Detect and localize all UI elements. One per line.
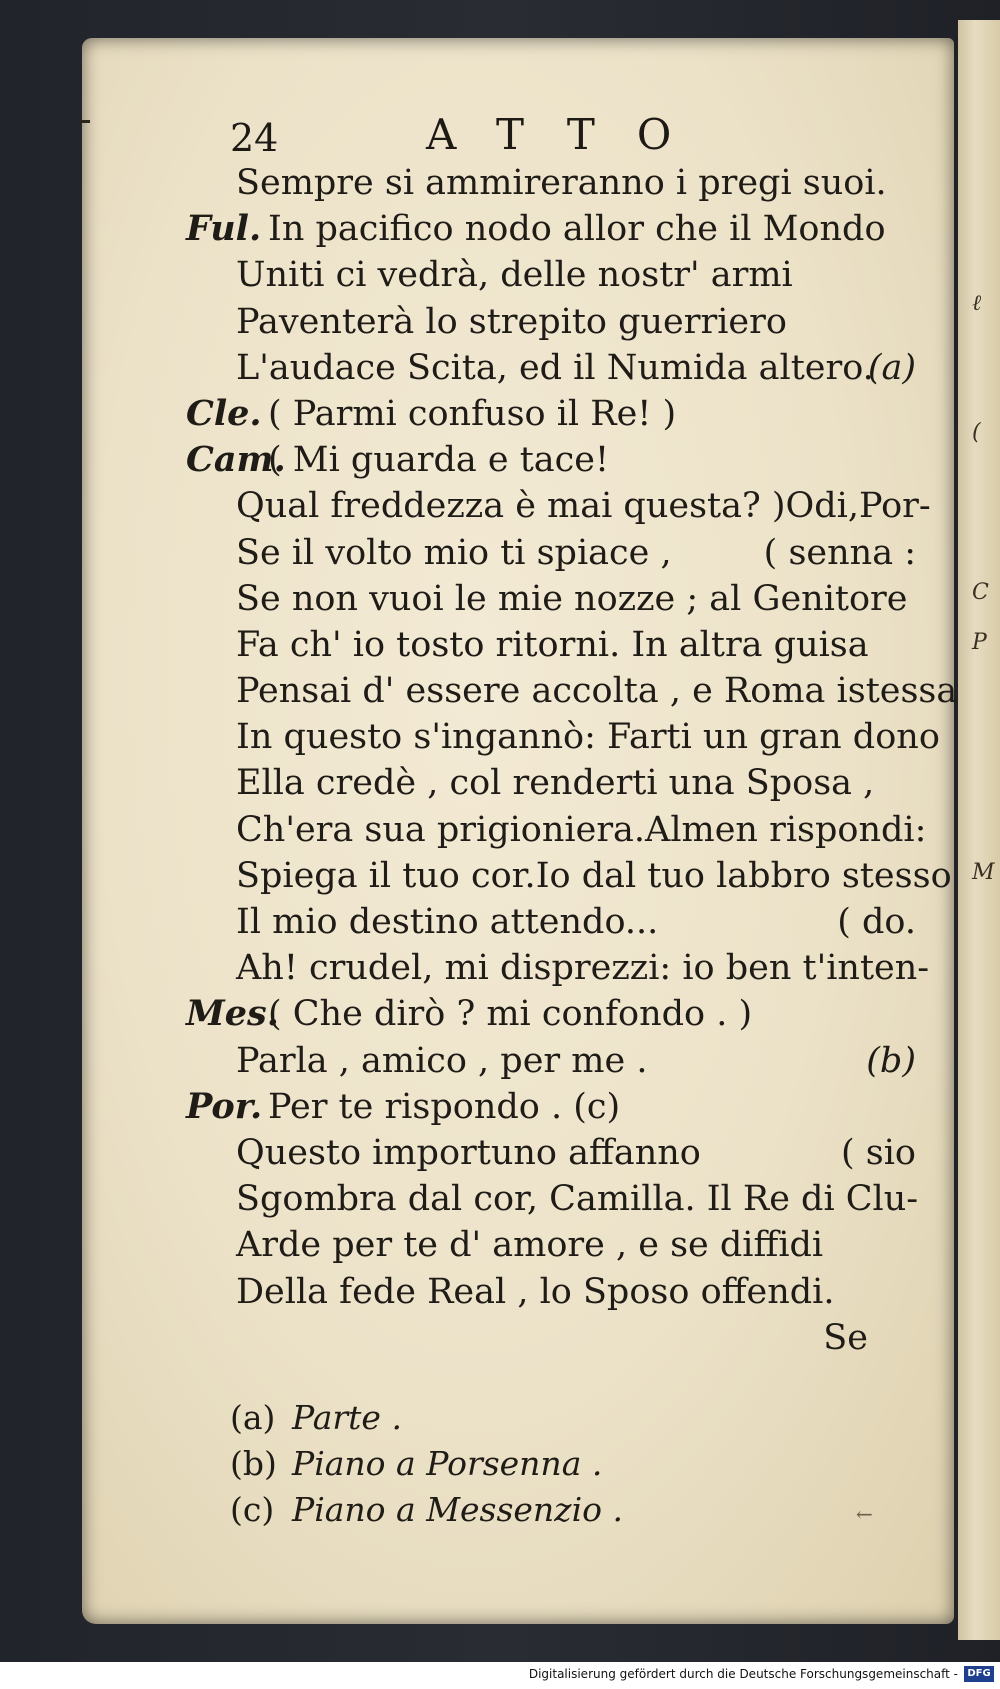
verse-line: ( Parmi confuso il Re! ) xyxy=(268,393,677,434)
text-line xyxy=(178,160,938,206)
stage-direction: (a) xyxy=(867,347,916,388)
footnote xyxy=(226,1395,886,1441)
text-line xyxy=(178,991,938,1037)
stage-direction: ( senna : xyxy=(763,532,916,573)
adjacent-page-edge: ℓ ( C P M xyxy=(958,20,1000,1640)
text-line xyxy=(178,345,938,391)
margin-mark xyxy=(80,120,90,123)
verse-line: Sgombra dal cor, Camilla. Il Re di Clu- xyxy=(236,1179,919,1220)
speaker-label: Cam. xyxy=(186,439,286,481)
text-line xyxy=(178,807,938,853)
verse-line: In questo s'ingannò: Farti un gran dono xyxy=(236,717,940,758)
footnote xyxy=(226,1441,886,1487)
verse-line: Della fede Real , lo Sposo offendi. xyxy=(236,1271,835,1312)
verse-line: Per te rispondo . (c) xyxy=(268,1086,621,1127)
credit-text: Digitalisierung gefördert durch die Deutsche Forschungsgemeinschaft - xyxy=(528,1667,958,1681)
credit-bar xyxy=(0,1662,1000,1689)
stage-direction: ( sio xyxy=(840,1132,916,1173)
verse-line: Fa ch' io tosto ritorni. In altra guisa xyxy=(236,624,869,665)
text-line xyxy=(178,622,938,668)
verse-text xyxy=(178,160,958,1361)
stray-mark: ← xyxy=(856,1502,873,1526)
text-line xyxy=(178,252,938,298)
text-line xyxy=(178,483,938,529)
running-header xyxy=(226,104,926,164)
verse-line: Pensai d' essere accolta , e Roma istessa xyxy=(236,671,958,712)
verse-line: ( Che dirò ? mi confondo . ) xyxy=(268,994,753,1035)
catchword: Se xyxy=(823,1317,868,1358)
stage-direction: ( do. xyxy=(837,902,916,942)
verse-line: Ella credè , col renderti una Sposa , xyxy=(236,763,875,804)
verse-line: Se il volto mio ti spiace , xyxy=(236,532,672,573)
text-line xyxy=(178,299,938,345)
verse-line: L'audace Scita, ed il Numida altero. xyxy=(236,347,874,388)
verse-line: Ch'era sua prigioniera.Almen rispondi: xyxy=(236,809,927,850)
verse-line: ( Mi guarda e tace! xyxy=(268,440,610,481)
verse-line: Qual freddezza è mai questa? )Odi,Por- xyxy=(236,486,931,527)
verse-line: Ah! crudel, mi disprezzi: io ben t'inten- xyxy=(236,948,930,989)
footnote-marker: (c) xyxy=(230,1490,275,1529)
verse-line: Parla , amico , per me . xyxy=(236,1040,648,1081)
text-line xyxy=(178,530,938,576)
text-line xyxy=(178,1038,938,1084)
footnote-marker: (b) xyxy=(230,1444,277,1483)
footnote-marker: (a) xyxy=(230,1398,276,1437)
text-line xyxy=(178,391,938,437)
text-line xyxy=(178,1130,938,1176)
speaker-label: Mes. xyxy=(186,993,279,1035)
text-line xyxy=(178,899,938,945)
speaker-label: Cle. xyxy=(186,392,262,434)
verse-line: Paventerà lo strepito guerriero xyxy=(236,301,787,342)
catchword-line xyxy=(178,1315,938,1361)
speaker-label: Por. xyxy=(186,1085,263,1127)
footnote xyxy=(226,1487,886,1533)
text-line xyxy=(178,1084,938,1130)
footnotes xyxy=(226,1395,886,1533)
verse-line: Il mio destino attendo... xyxy=(236,902,659,942)
text-line xyxy=(178,1222,938,1268)
footnote-text: Piano a Porsenna . xyxy=(292,1444,603,1483)
verse-line: Questo importuno affanno xyxy=(236,1132,701,1173)
page-number: 24 xyxy=(230,116,279,160)
text-line xyxy=(178,576,938,622)
verse-line: Spiega il tuo cor.Io dal tuo labbro stesso xyxy=(236,855,952,896)
header-title: ATTO xyxy=(426,110,714,159)
verse-line: Se non vuoi le mie nozze ; al Genitore xyxy=(236,578,908,619)
text-line xyxy=(178,668,958,714)
verse-line: Uniti ci vedrà, delle nostr' armi xyxy=(236,255,793,296)
verse-line: Sempre si ammireranno i pregi suoi. xyxy=(236,163,887,203)
text-line xyxy=(178,206,938,252)
footnote-text: Parte . xyxy=(292,1398,402,1437)
text-line xyxy=(178,714,938,760)
text-line xyxy=(178,437,938,483)
speaker-label: Ful. xyxy=(186,208,262,250)
text-line xyxy=(178,760,938,806)
verse-line: Arde per te d' amore , e se diffidi xyxy=(236,1225,824,1266)
text-line xyxy=(178,853,952,899)
text-line xyxy=(178,945,938,991)
dfg-logo-icon: DFG xyxy=(964,1666,994,1682)
footnote-text: Piano a Messenzio . xyxy=(292,1490,623,1529)
text-line xyxy=(178,1176,938,1222)
verse-line: In pacifico nodo allor che il Mondo xyxy=(268,209,886,250)
text-line xyxy=(178,1269,938,1315)
stage-direction: (b) xyxy=(866,1040,916,1081)
